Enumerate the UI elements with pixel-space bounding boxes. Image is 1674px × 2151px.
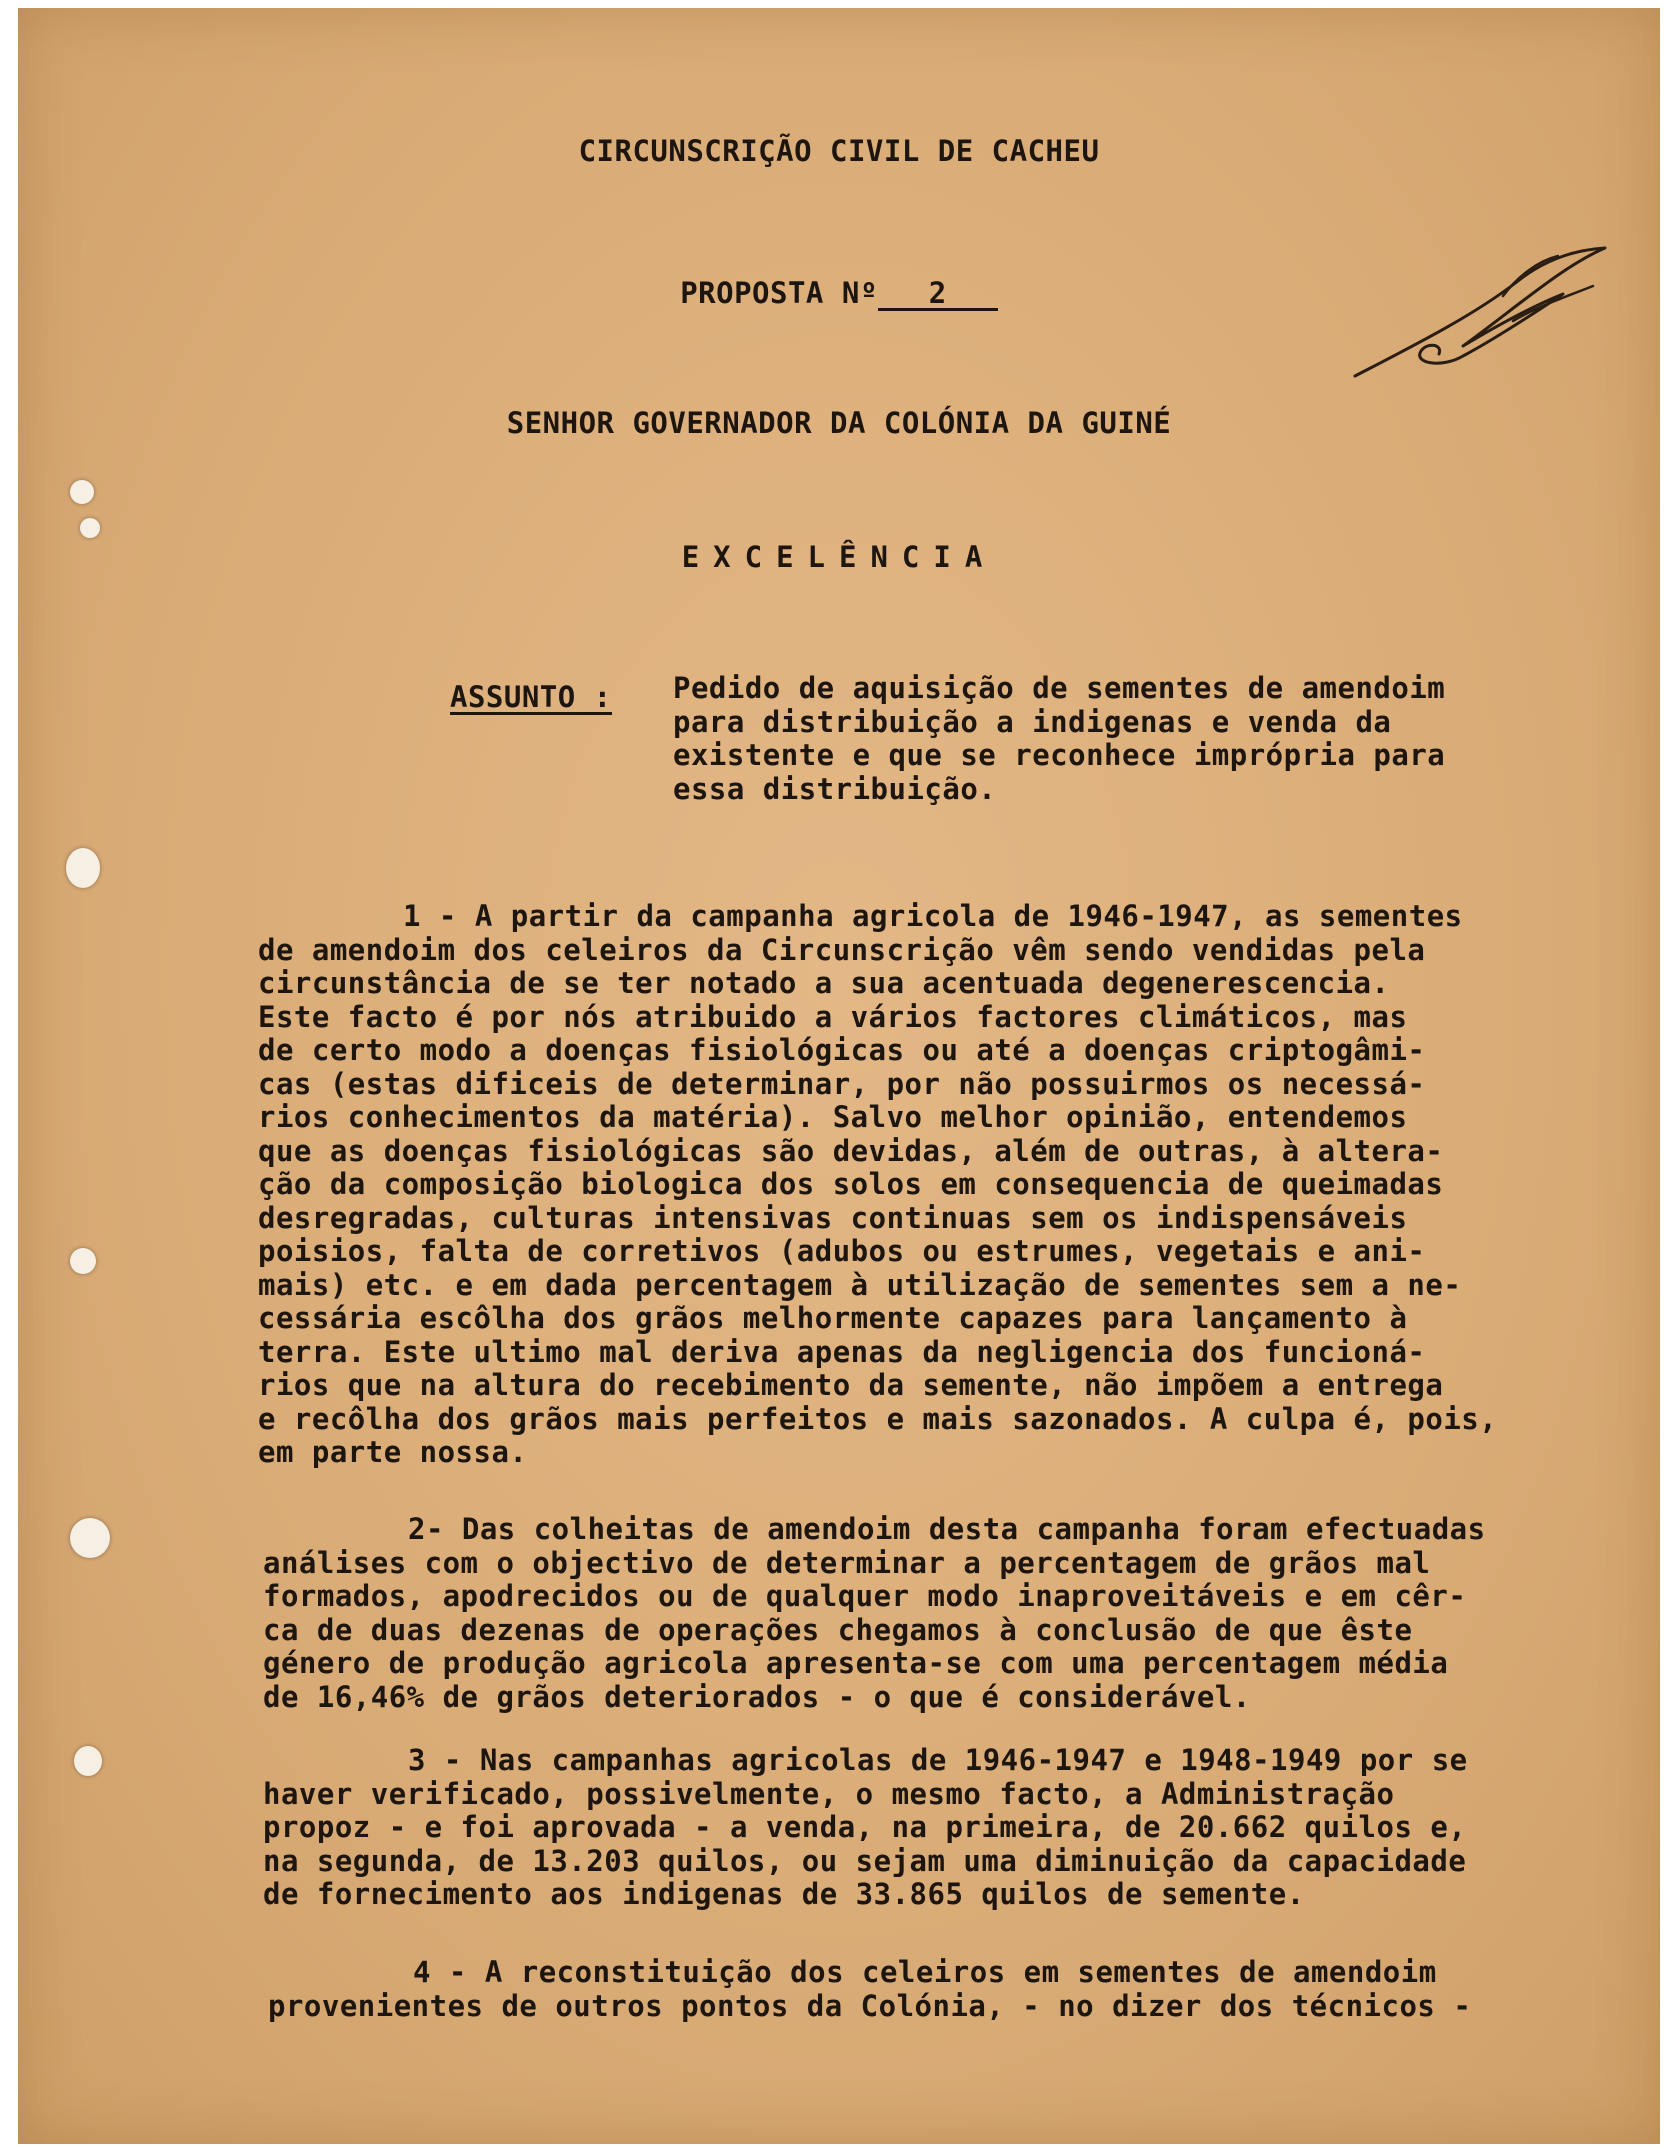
salutation: EXCELÊNCIA <box>681 540 997 574</box>
paragraph-line: provenientes de outros pontos da Colónia, - no dizer dos técnicos - <box>268 1988 1472 2023</box>
paragraph-line: 4 - A reconstituição dos celeiros em sementes de amendoim <box>413 1955 1437 1989</box>
addressee-line: SENHOR GOVERNADOR DA COLÓNIA DA GUINÉ <box>506 406 1172 440</box>
paragraph-line: análises com o objectivo de determinar a percentagem de grãos mal <box>263 1545 1431 1580</box>
paragraph-3 <box>263 1744 1468 1912</box>
paragraph-line: formados, apodrecidos ou de qualquer modo inaproveitáveis e em cêr- <box>263 1579 1467 1613</box>
paragraph-line: cessária escôlha dos grãos melhormente capazes para lançamento à <box>258 1301 1408 1335</box>
paragraph-line: rios conhecimentos da matéria). Salvo melhor opinião, entendemos <box>258 1100 1408 1134</box>
paragraph-line: género de produção agricola apresenta-se com uma percentagem média <box>263 1646 1449 1680</box>
punch-hole <box>74 1746 102 1776</box>
paragraph-line: que as doenças fisiológicas são devidas, além de outras, à altera- <box>258 1133 1444 1168</box>
document-page <box>18 8 1660 2144</box>
paragraph-line: 1 - A partir da campanha agricola de 1946-1947, as sementes <box>403 899 1463 933</box>
paragraph-line: circunstância de se ter notado a sua acentuada degenerescencia. <box>258 966 1390 1000</box>
paragraph-line: de certo modo a doenças fisiológicas ou até a doenças criptogâmi- <box>258 1033 1426 1067</box>
punch-hole <box>80 518 100 538</box>
paragraph-line: terra. Este ultimo mal deriva apenas da negligencia dos funcioná- <box>258 1334 1426 1369</box>
paragraph-line: de 16,46% de grãos deteriorados - o que é considerável. <box>263 1679 1251 1714</box>
paragraph-line: em parte nossa. <box>258 1435 528 1469</box>
punch-hole <box>70 480 94 504</box>
paragraph-line: poisios, falta de corretivos (adubos ou estrumes, vegetais e ani- <box>258 1234 1426 1268</box>
subject-line: para distribuição a indigenas e venda da <box>673 704 1392 739</box>
paragraph-2 <box>263 1513 1486 1714</box>
document-header-title: CIRCUNSCRIÇÃO CIVIL DE CACHEU <box>578 134 1100 168</box>
subject-label-text: ASSUNTO : <box>450 680 612 714</box>
proposal-number: 2 <box>878 278 998 311</box>
paragraph-line: haver verificado, possivelmente, o mesmo facto, a Administração <box>263 1776 1395 1811</box>
punch-hole <box>70 1518 110 1558</box>
subject-label <box>450 680 612 715</box>
paragraph-line: 2- Das colheitas de amendoim desta campanha foram efectuadas <box>408 1512 1486 1546</box>
subject-line: existente e que se reconhece imprópria para <box>673 738 1446 772</box>
paragraph-1 <box>258 900 1497 1470</box>
paragraph-4 <box>268 1956 1471 2023</box>
paragraph-line: 3 - Nas campanhas agricolas de 1946-1947 e 1948-1949 por se <box>408 1743 1468 1777</box>
paragraph-line: de amendoim dos celeiros da Circunscrição vêm sendo vendidas pela <box>258 932 1426 967</box>
paragraph-line: cas (estas dificeis de determinar, por não possuirmos os necessá- <box>258 1066 1426 1101</box>
punch-hole <box>70 1248 96 1274</box>
proposal-label: PROPOSTA Nº <box>680 276 878 310</box>
paragraph-line: desregradas, culturas intensivas continuas sem os indispensáveis <box>258 1200 1408 1235</box>
paragraph-line: Este facto é por nós atribuido a vários factores climáticos, mas <box>258 999 1408 1034</box>
paragraph-line: ção da composição biologica dos solos em consequencia de queimadas <box>258 1167 1444 1201</box>
paragraph-line: propoz - e foi aprovada - a venda, na primeira, de 20.662 quilos e, <box>263 1810 1467 1844</box>
paragraph-line: na segunda, de 13.203 quilos, ou sejam uma diminuição da capacidade <box>263 1843 1467 1878</box>
proposal-line <box>18 276 1660 311</box>
paragraph-line: e recôlha dos grãos mais perfeitos e mais sazonados. A culpa é, pois, <box>258 1401 1498 1436</box>
subject-line: Pedido de aquisição de sementes de amendoim <box>673 671 1446 705</box>
paragraph-line: de fornecimento aos indigenas de 33.865 quilos de semente. <box>263 1877 1305 1911</box>
subject-line: essa distribuição. <box>673 771 997 806</box>
subject-text <box>673 672 1445 806</box>
paragraph-line: ca de duas dezenas de operações chegamos à conclusão de que êste <box>263 1612 1413 1647</box>
paragraph-line: mais) etc. e em dada percentagem à utilização de sementes sem a ne- <box>258 1267 1462 1302</box>
paragraph-line: rios que na altura do recebimento da semente, não impõem a entrega <box>258 1368 1444 1402</box>
punch-hole <box>66 848 100 888</box>
